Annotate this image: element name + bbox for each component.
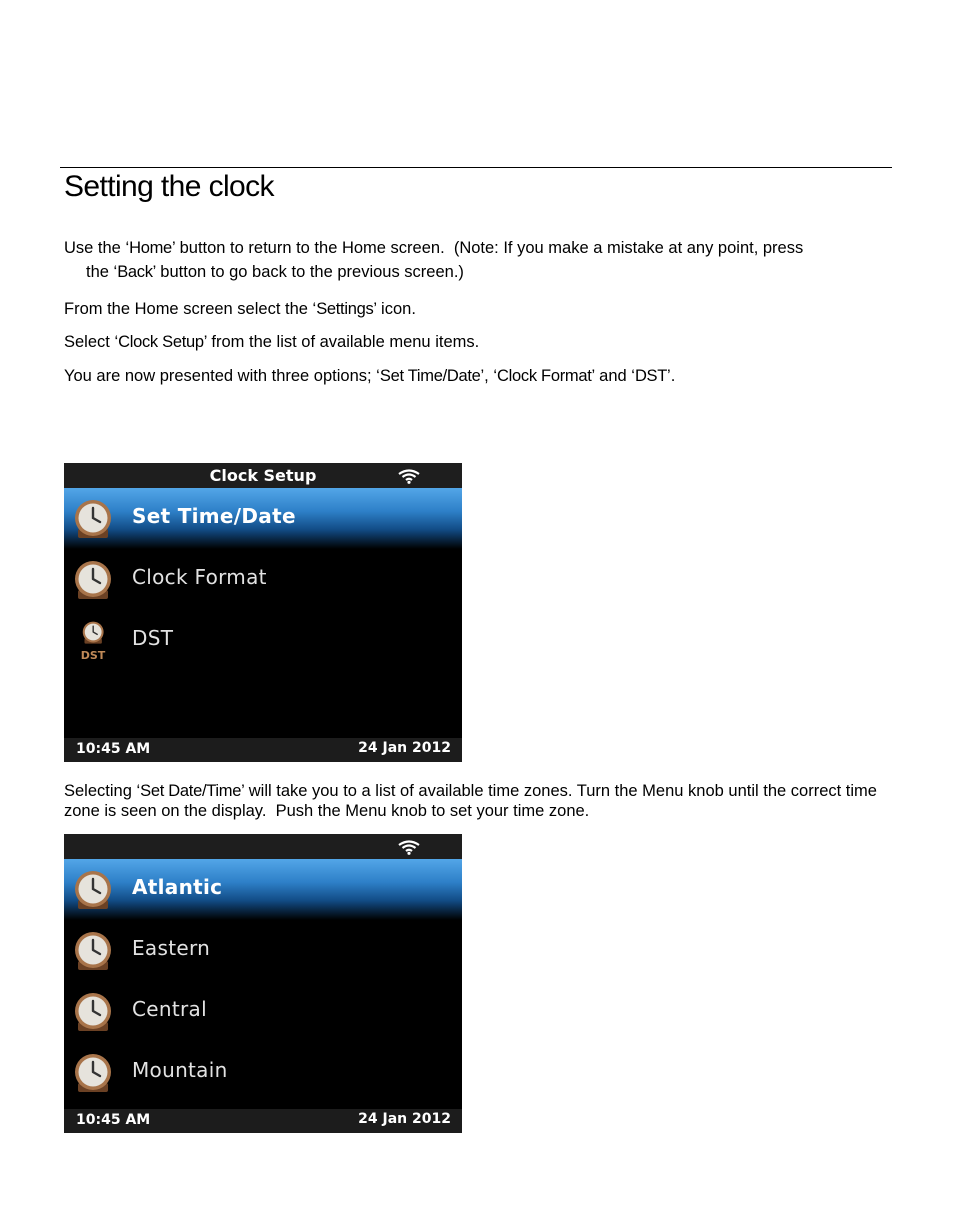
- status-time: 10:45 AM: [76, 741, 151, 757]
- clock-icon: [72, 560, 114, 600]
- menu-item-clock-format[interactable]: [64, 549, 462, 610]
- menu-item-label: Set Time/Date: [132, 504, 296, 528]
- screen-top-bar: [64, 463, 462, 488]
- paragraph-settings: From the Home screen select the ‘Settings’ icon.: [64, 300, 416, 318]
- clock-icon: [72, 1053, 114, 1093]
- time-zone-label: Eastern: [132, 936, 211, 960]
- menu-item-label: Clock Format: [132, 565, 267, 589]
- dst-clock-icon: [72, 621, 114, 661]
- time-zone-label: Atlantic: [132, 875, 223, 899]
- screen-status-bar: [64, 1109, 462, 1133]
- clock-setup-screenshot: [64, 463, 462, 762]
- clock-icon: [72, 931, 114, 971]
- menu-item-dst[interactable]: [64, 610, 462, 671]
- time-zone-item-mountain[interactable]: [64, 1042, 462, 1103]
- svg-text:DST: DST: [80, 649, 106, 661]
- paragraph-clock-setup: Select ‘Clock Setup’ from the list of available menu items.: [64, 333, 480, 351]
- screen-title: Clock Setup: [209, 466, 317, 485]
- screen-top-bar: [64, 834, 462, 859]
- header-rule: [60, 167, 892, 168]
- paragraph-time-zones: Selecting ‘Set Date/Time’ will take you to a list of available time zones. Turn the Menu knob until the correct time zone is seen on the display. Push the Menu knob to set your time zone.: [64, 782, 877, 820]
- paragraph-home-back: Use the ‘Home’ button to return to the Home screen. (Note: If you make a mistake at any point, press the ‘Back’ button to go back to the previous screen.): [64, 239, 804, 281]
- status-date: 24 Jan 2012: [358, 1111, 451, 1127]
- wifi-icon: [397, 839, 421, 855]
- time-zone-item-eastern[interactable]: [64, 920, 462, 981]
- screen-status-bar: [64, 738, 462, 762]
- time-zone-label: Mountain: [132, 1058, 228, 1082]
- paragraph-options: You are now presented with three options; ‘Set Time/Date’, ‘Clock Format’ and ‘DST’.: [64, 367, 676, 385]
- wifi-icon: [397, 468, 421, 484]
- status-time: 10:45 AM: [76, 1112, 151, 1128]
- time-zone-screenshot: [64, 834, 462, 1133]
- status-date: 24 Jan 2012: [358, 740, 451, 756]
- time-zone-label: Central: [132, 997, 207, 1021]
- clock-icon: [72, 870, 114, 910]
- clock-icon: [72, 992, 114, 1032]
- clock-icon: [72, 499, 114, 539]
- time-zone-item-central[interactable]: [64, 981, 462, 1042]
- time-zone-item-atlantic[interactable]: [64, 859, 462, 920]
- menu-item-label: DST: [132, 626, 174, 650]
- page-title: Setting the clock: [64, 170, 274, 203]
- menu-item-set-time-date[interactable]: [64, 488, 462, 549]
